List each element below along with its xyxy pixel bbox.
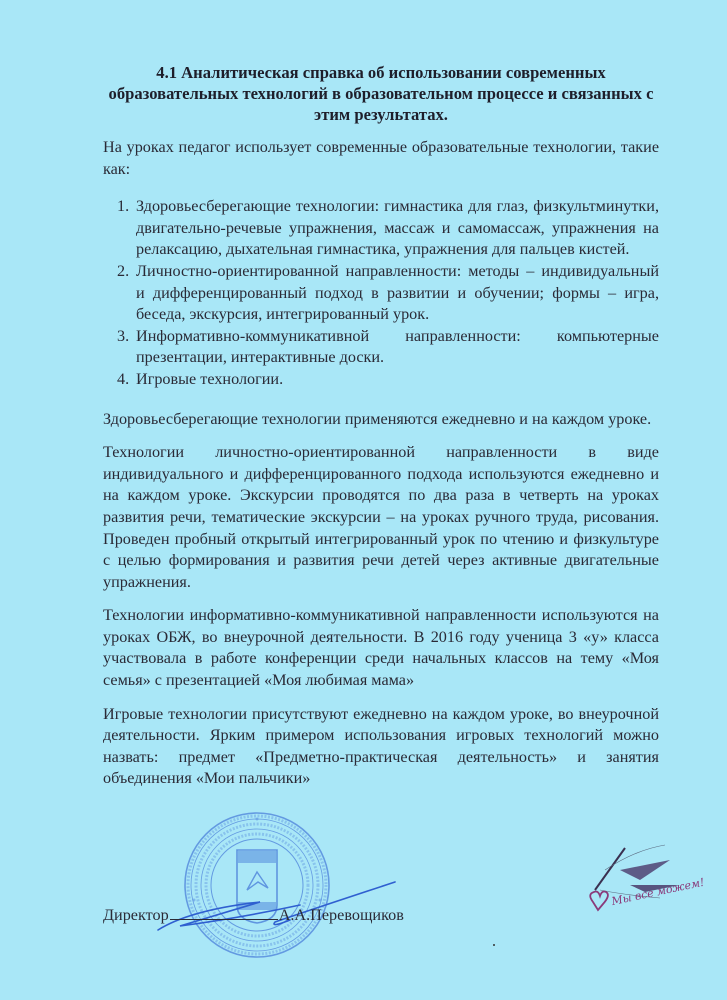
list-item-text: Информативно-коммуникативной направленности: компьютерные презентации, интерактивные доски. (136, 326, 659, 367)
list-item-text: Здоровьесберегающие технологии: гимнастика для глаз, физкультминутки, двигательно-речевые упражнения, массаж и самомассаж, упражнения на релаксацию, дыхательная гимнастика, упражнения для пальцев кистей. (136, 197, 659, 259)
list-item (103, 326, 659, 369)
list-item (103, 261, 659, 326)
paragraph-ict: Технологии информативно-коммуникативной направленности используются на уроках ОБЖ, во внеурочной деятельности. В 2016 году ученица 3 «у» класса участвовала в работе конференции среди начальных классов на тему «Моя семья» с презентацией «Моя любимая мама» (103, 606, 659, 690)
list-item-text: Игровые технологии. (136, 369, 284, 388)
list-item-number: 1. (117, 197, 130, 216)
document-body (103, 62, 659, 802)
signature-position: Директор (103, 906, 169, 924)
list-item-number: 3. (117, 326, 130, 345)
paragraph-health: Здоровьесберегающие технологии применяются ежедневно и на каждом уроке. (103, 409, 652, 428)
list-item-number: 4. (117, 369, 130, 388)
list-item (103, 196, 659, 261)
list-item-text: Личностно-ориентированной направленности: методы – индивидуальный и дифференцированный подход в развитии и обучении; формы – игра, беседа, экскурсия, интегрированный урок. (136, 261, 659, 324)
paragraph-personal: Технологии личностно-ориентированной направленности в виде индивидуального и дифференцированного подхода используются ежедневно и на каждом уроке. Экскурсии проводятся по два раза в четверть на уроках развития речи, тематические экскурсии – на уроках ручного труда, рисования. Проведен пробный открытый интегрированный урок по чтению и физкультуре с целью формирования и развития речи детей через активные двигательные упражнения. (103, 443, 659, 591)
scan-speck (493, 944, 495, 946)
signature-name: А.А.Перевощиков (278, 906, 404, 924)
document-title: 4.1 Аналитическая справка об использовании современных образовательных технологий в образовательном процессе и связанных с этим результатах. (108, 63, 654, 124)
paragraph-games: Игровые технологии присутствуют ежедневно на каждом уроке, во внеурочной деятельности. Ярким примером использования игровых технологий можно назвать: предмет «Предметно-практическая деятельность» и занятия объединения «Мои пальчики» (103, 704, 659, 788)
list-item-number: 2. (117, 261, 130, 280)
technologies-list (103, 196, 659, 390)
list-item (103, 369, 659, 391)
logo-slogan: Мы все можем! (610, 875, 706, 908)
heart-icon (590, 892, 608, 911)
intro-paragraph: На уроках педагог использует современные образовательные технологии, такие как: (103, 138, 659, 178)
signature-line (170, 918, 278, 920)
signature-block (103, 905, 404, 926)
